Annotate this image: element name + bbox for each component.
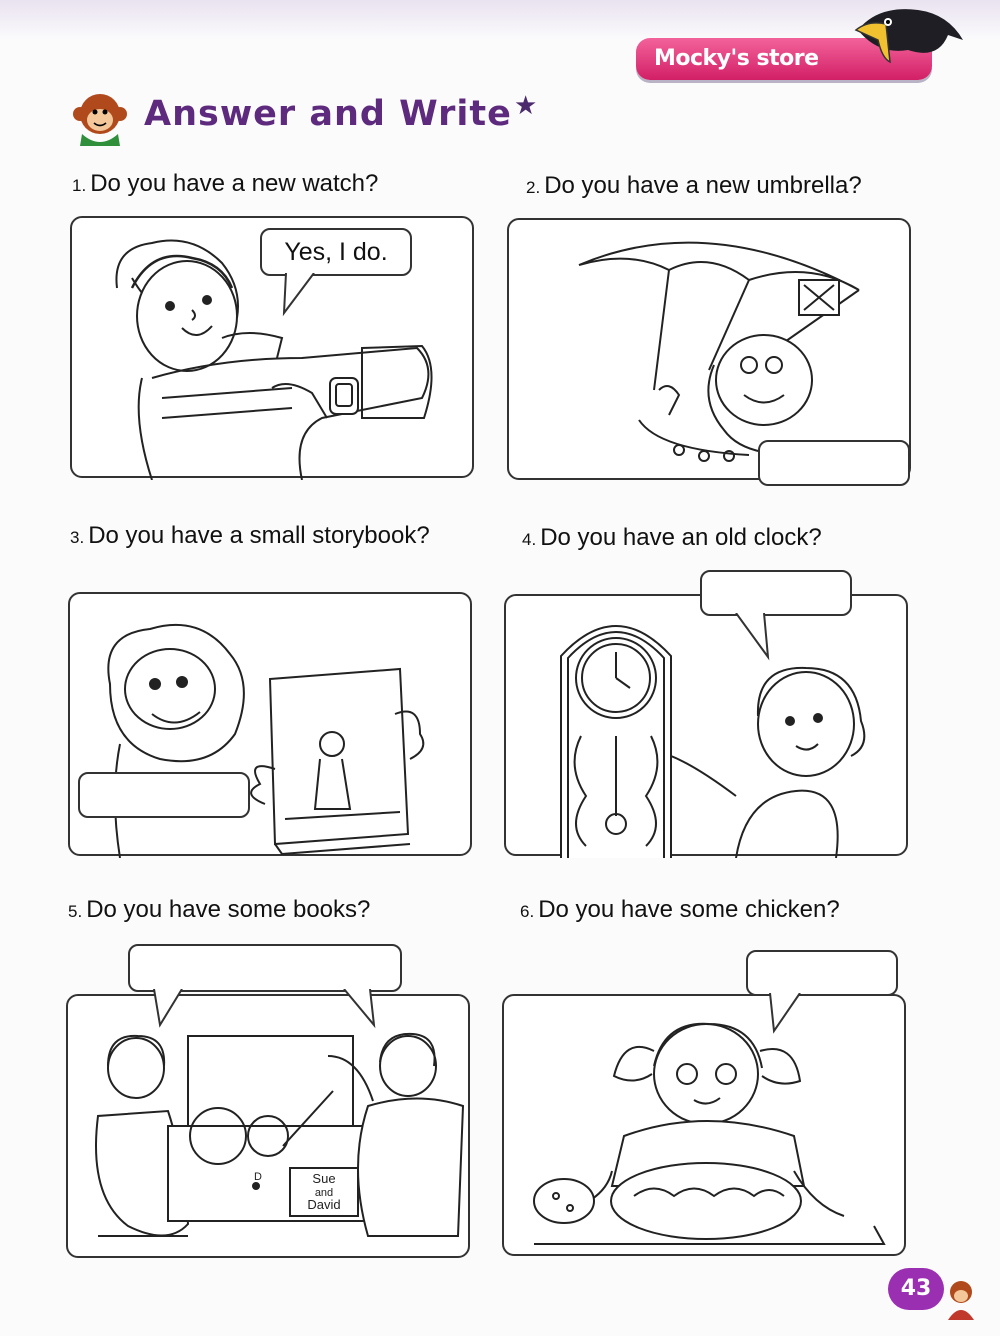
chest-letter: D [254,1171,262,1183]
speech-bubble-answer-6[interactable] [746,950,898,996]
page-title: Answer and Write [144,94,512,134]
monkey-with-storybook-illustration [70,594,474,858]
question-5: 5. Do you have some books? [68,896,371,923]
speech-bubble-tail [732,613,776,661]
speech-bubble-tail-right [340,989,380,1029]
speech-bubble-tail-left [150,989,190,1029]
monkey-mascot-icon [70,90,130,146]
store-tab: Mocky's store [636,38,932,80]
panel-6-chicken [502,994,906,1256]
girl-with-clock-illustration [506,596,910,858]
question-6: 6. Do you have some chicken? [520,896,840,923]
answer-box-2[interactable] [758,440,910,486]
speech-bubble-answer-1: Yes, I do. [260,228,412,276]
question-2: 2. Do you have a new umbrella? [526,172,862,199]
speech-bubble-answer-5[interactable] [128,944,402,992]
speech-bubble-answer-4[interactable] [700,570,852,616]
question-1: 1. Do you have a new watch? [72,170,379,197]
chest-label-line-3: David [307,1197,341,1212]
monkey-mascot-icon [938,1276,984,1322]
difficulty-star-icon: ★ [514,90,538,120]
question-3: 3. Do you have a small storybook? [70,522,430,549]
speech-bubble-tail [280,273,320,317]
chest-label-line-1: Sue [312,1171,336,1186]
chest-label-line-2: and [314,1187,334,1199]
answer-box-3[interactable] [78,772,250,818]
page-number-badge: 43 [888,1268,944,1310]
girl-with-bread-illustration [504,996,908,1258]
children-with-chest-illustration [68,996,472,1260]
panel-4-clock [504,594,908,856]
toucan-icon [838,0,968,72]
panel-5-books [66,994,470,1258]
question-4: 4. Do you have an old clock? [522,524,822,551]
speech-bubble-tail [766,993,810,1035]
